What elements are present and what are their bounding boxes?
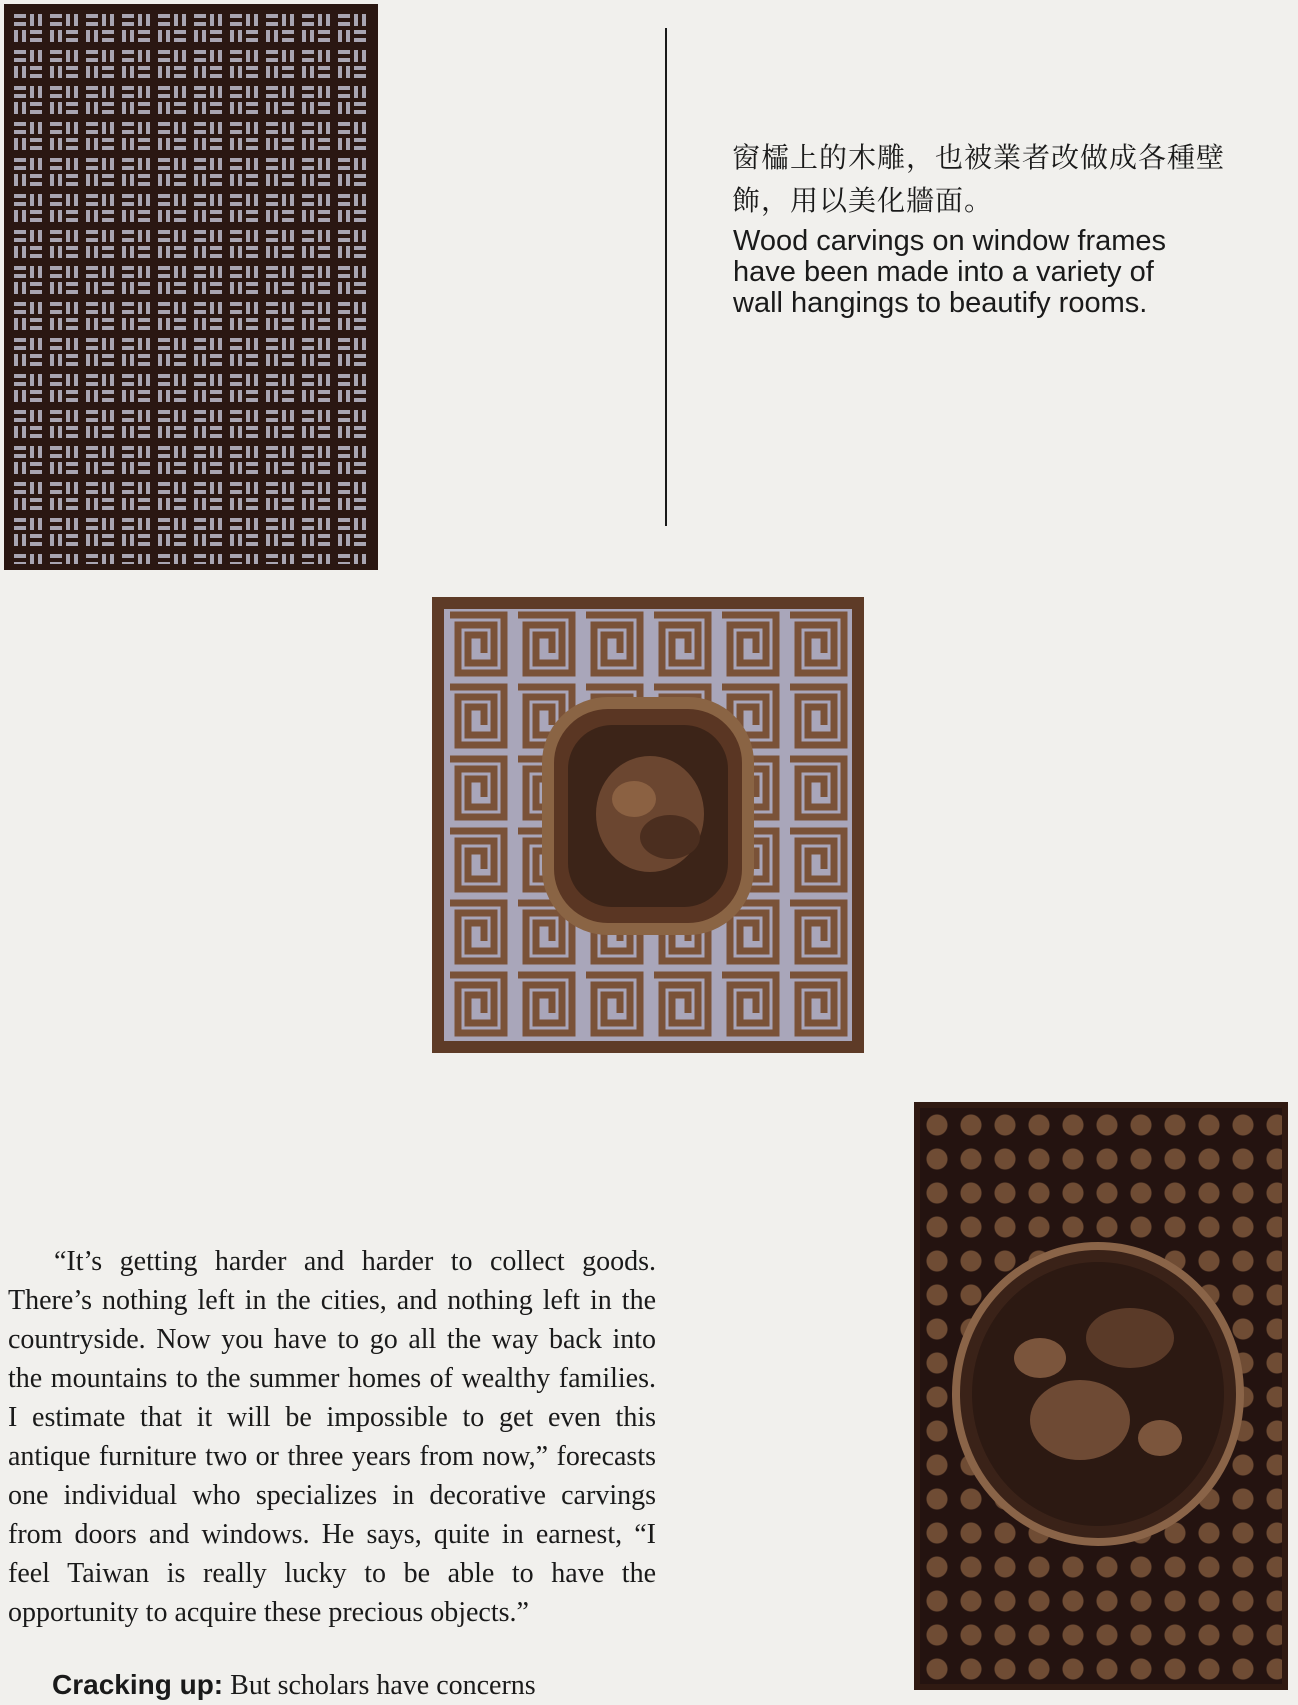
caption-english: Wood carvings on window frames have been made into a variety of wall hangings to beautify rooms. bbox=[733, 225, 1167, 319]
article-next-paragraph bbox=[8, 1665, 656, 1705]
column-divider bbox=[665, 28, 667, 526]
floral-medallion bbox=[920, 1108, 1282, 1684]
subhead-runin: Cracking up: bbox=[52, 1669, 224, 1700]
fretwork-pattern bbox=[444, 609, 852, 1041]
floral-medallion-panel-photo bbox=[914, 1102, 1288, 1690]
lattice-pattern bbox=[10, 10, 372, 564]
article-paragraph bbox=[8, 1242, 656, 1632]
caption-chinese: 窗櫺上的木雕，也被業者改做成各種壁飾，用以美化牆面。 bbox=[732, 141, 1226, 217]
article-next-paragraph-text: But scholars have concerns bbox=[230, 1670, 536, 1701]
lattice-window-panel-photo bbox=[4, 4, 378, 570]
article-paragraph-text: “It’s getting harder and harder to collect goods. There’s nothing left in the cities, and nothing left in the countryside. Now you have to go all the way back into the mountains to the summer homes of wealthy families. I estimate that it will be impossible to get even this antique furniture two or three years from now,” forecasts one individual who specializes in decorative carvings from doors and windows. He says, quite in earnest, “I feel Taiwan is really lucky to be able to have the opportunity to acquire these precious objects.” bbox=[8, 1246, 656, 1628]
fretwork-panel-photo bbox=[432, 597, 864, 1053]
